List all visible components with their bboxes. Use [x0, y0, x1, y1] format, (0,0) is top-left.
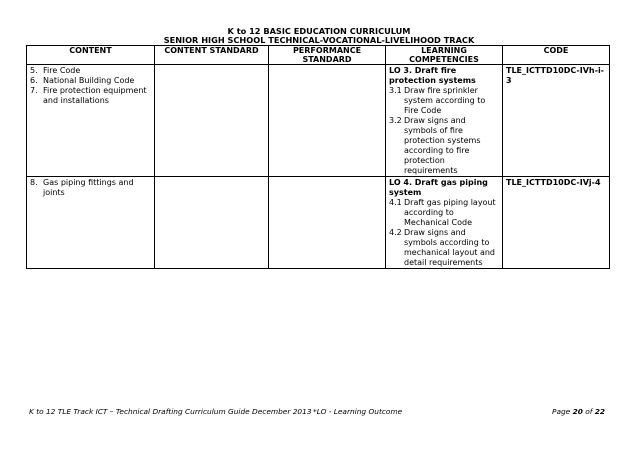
table-header-row — [27, 46, 610, 65]
column-header-performance-standard: PERFORMANCE STANDARD — [269, 46, 386, 65]
code-cell: TLE_ICTTD10DC-IVh-i-3 — [503, 65, 610, 177]
list-item: 5. Fire Code — [30, 66, 81, 75]
table-row — [27, 177, 610, 269]
column-header-content: CONTENT — [27, 46, 155, 65]
column-header-learning-competencies: LEARNING COMPETENCIES — [386, 46, 503, 65]
competency-item: 4.2 Draw signs and symbols according to mechanical layout and detail requirements — [389, 228, 495, 267]
content-standard-cell — [155, 177, 269, 269]
page-number: Page 20 of 22 — [552, 407, 605, 416]
column-header-code: CODE — [503, 46, 610, 65]
list-item: 8. Gas piping fittings and joints — [30, 178, 134, 197]
footer-note: *LO - Learning Outcome — [313, 407, 403, 416]
footer-guide-title: K to 12 TLE Track ICT – Technical Drafting Curriculum Guide December 2013 — [29, 407, 312, 416]
performance-standard-cell — [269, 177, 386, 269]
learning-outcome: LO 3. Draft fire protection systems — [389, 66, 476, 85]
content-cell — [27, 177, 155, 269]
learning-outcome: LO 4. Draft gas piping system — [389, 178, 488, 197]
list-item: 6. National Building Code — [30, 76, 135, 85]
table-row — [27, 65, 610, 177]
competency-item: 4.1 Draft gas piping layout according to Mechanical Code — [389, 198, 496, 227]
performance-standard-cell — [269, 65, 386, 177]
document-title: K to 12 BASIC EDUCATION CURRICULUM — [227, 26, 411, 36]
code-cell: TLE_ICTTD10DC-IVj-4 — [503, 177, 610, 269]
curriculum-table — [26, 45, 610, 269]
list-item: 7. Fire protection equipment and installations — [30, 86, 147, 105]
competencies-cell — [386, 65, 503, 177]
column-header-content-standard: CONTENT STANDARD — [155, 46, 269, 65]
competencies-cell — [386, 177, 503, 269]
competency-item: 3.1 Draw fire sprinkler system according to Fire Code — [389, 86, 486, 115]
document-subtitle: SENIOR HIGH SCHOOL TECHNICAL-VOCATIONAL-LIVELIHOOD TRACK — [163, 35, 475, 45]
content-cell — [27, 65, 155, 177]
content-standard-cell — [155, 65, 269, 177]
competency-item: 3.2 Draw signs and symbols of fire protection systems according to fire protection requirements — [389, 116, 481, 175]
